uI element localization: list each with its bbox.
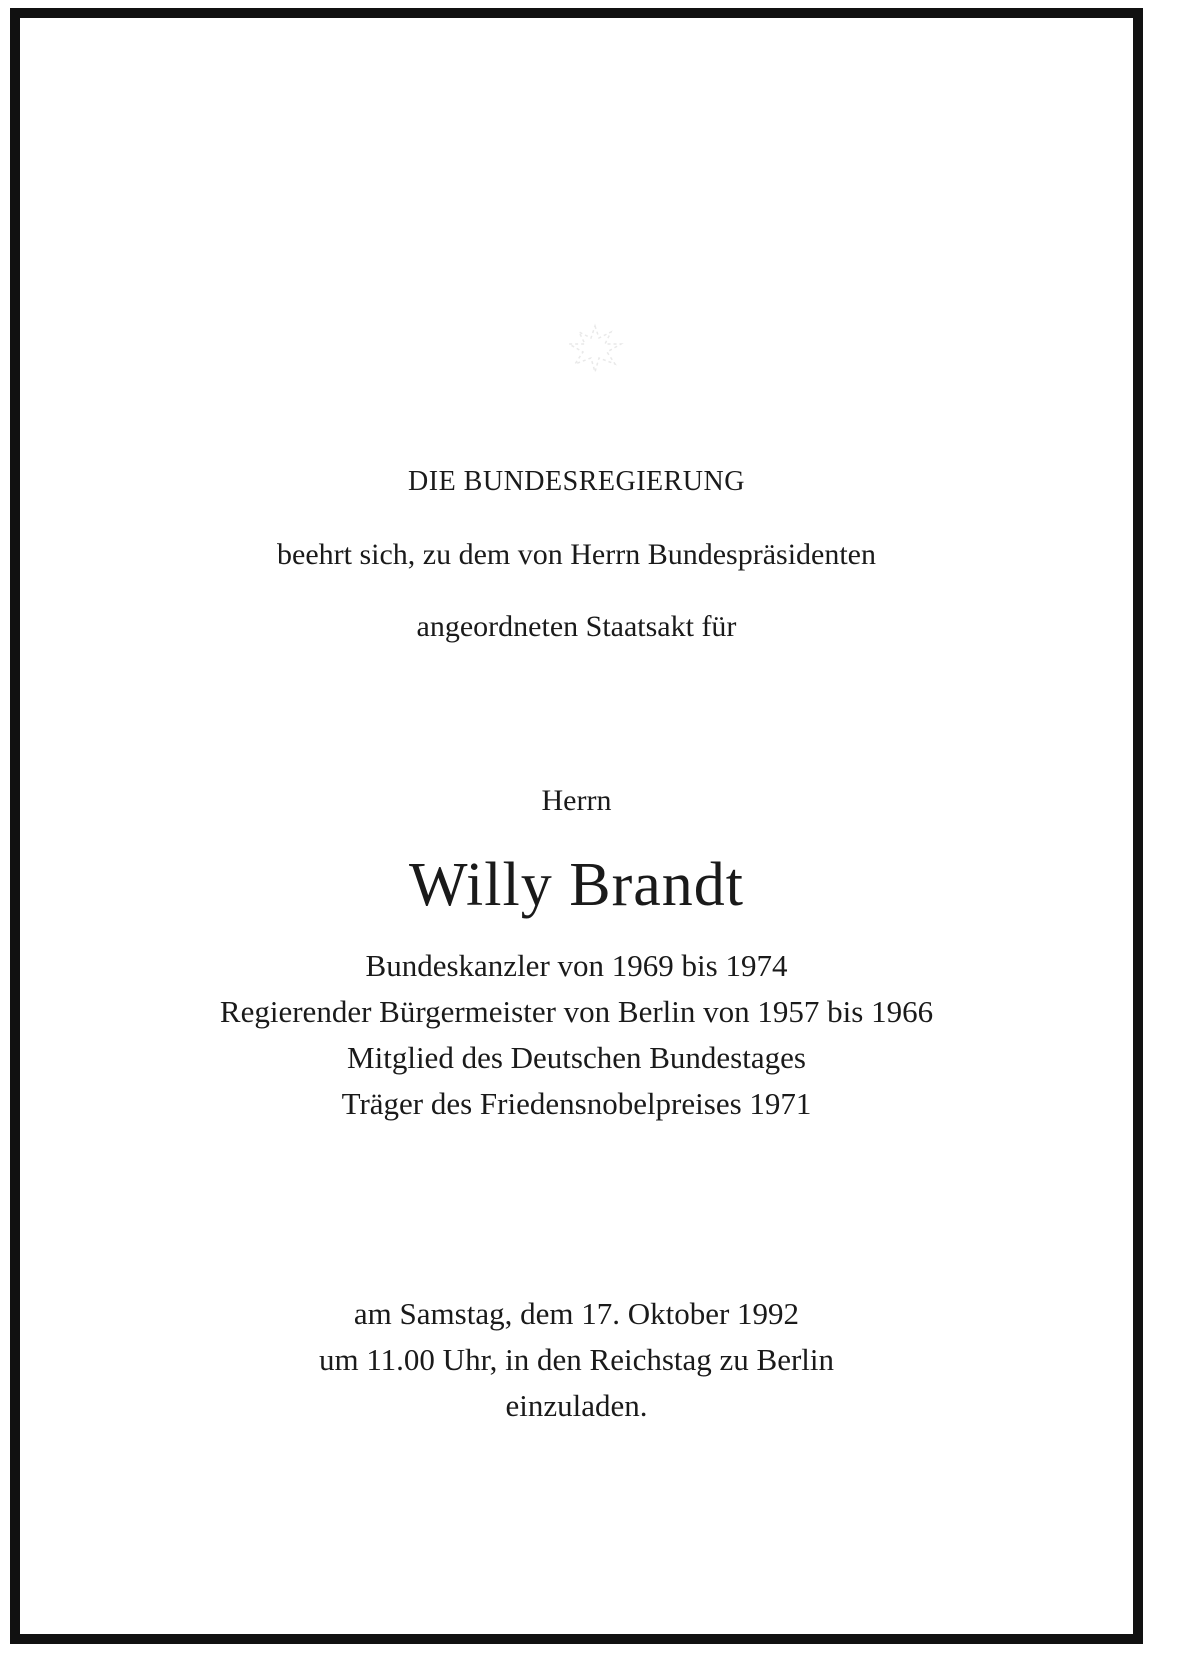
event-time-place: um 11.00 Uhr, in den Reichstag zu Berlin [318,1342,835,1377]
closing-text: einzuladen. [505,1388,648,1423]
honoree-title: Regierender Bürgermeister von Berlin von 1957 bis 1966 [219,994,934,1029]
honoree-title: Bundeskanzler von 1969 bis 1974 [365,948,788,983]
honoree-name: Willy Brandt [409,851,744,919]
embossed-eagle-icon [545,318,645,378]
salutation: Herrn [541,784,612,817]
honoree-title: Träger des Friedensnobelpreises 1971 [341,1086,812,1121]
intro-line-1: beehrt sich, zu dem von Herrn Bundespräsidenten [277,538,876,571]
event-date: am Samstag, dem 17. Oktober 1992 [353,1296,800,1331]
intro-line-2: angeordneten Staatsakt für [416,610,737,643]
organization-heading: DIE BUNDESREGIERUNG [408,466,745,497]
invitation-card [10,8,1143,1644]
honoree-title: Mitglied des Deutschen Bundestages [347,1040,806,1075]
